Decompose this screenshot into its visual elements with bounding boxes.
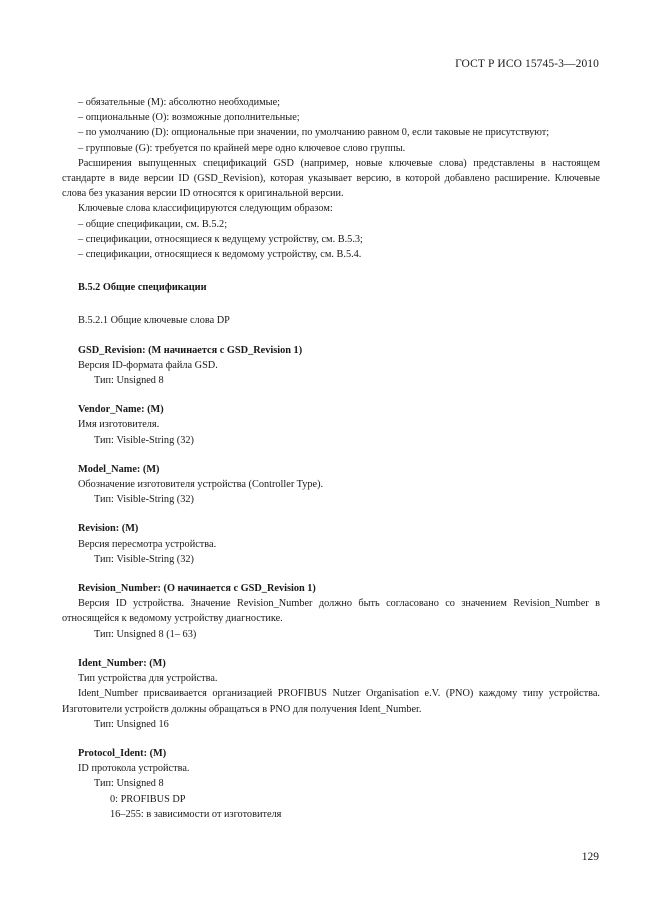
subsection-heading: В.5.2.1 Общие ключевые слова DP [78, 315, 230, 327]
keyword-description: Обозначение изготовителя устройства (Controller Type). [78, 479, 324, 491]
keyword-title: Ident_Number: (M) [78, 657, 166, 669]
document-header: ГОСТ Р ИСО 15745-3—2010 [455, 58, 599, 70]
keyword-title: Revision: (M) [78, 523, 139, 535]
value-item: 16–255: в зависимости от изготовителя [110, 808, 282, 820]
keyword-type: Тип: Unsigned 8 [94, 375, 164, 387]
keyword-description: Имя изготовителя. [78, 419, 160, 431]
keyword-title: Protocol_Ident: (M) [78, 747, 167, 759]
keyword-title: Model_Name: (M) [78, 463, 160, 475]
keyword-type: Тип: Unsigned 16 [94, 718, 169, 730]
keyword-description: ID протокола устройства. [78, 763, 190, 775]
keyword-type: Тип: Visible-String (32) [94, 494, 194, 506]
keyword-description: Версия ID устройства. Значение Revision_Number должно быть согласовано со значением Revision_Number в относящейся к ведомому устройству диагностике. [62, 598, 600, 625]
value-item: 0: PROFIBUS DP [110, 793, 186, 805]
keyword-type: Тип: Unsigned 8 (1– 63) [94, 628, 197, 640]
list-item: – спецификации, относящиеся к ведомому устройству, см. В.5.4. [78, 249, 362, 261]
keyword-title: Vendor_Name: (M) [78, 404, 164, 416]
keyword-description: Тип устройства для устройства. [78, 673, 218, 685]
keyword-type: Тип: Visible-String (32) [94, 434, 194, 446]
list-item: – по умолчанию (D): опциональные при значении, по умолчанию равном 0, если таковые не присутствуют; [78, 127, 550, 139]
paragraph: Расширения выпущенных спецификаций GSD (например, новые ключевые слова) представлены в настоящем стандарте в виде версии ID (GSD_Revision), которая указывает версию, в которой добавлено расширение. Ключевые слова без указания версии ID относятся к оригинальной версии. [62, 157, 600, 200]
list-item: – общие спецификации, см. В.5.2; [78, 218, 228, 230]
section-heading: В.5.2 Общие спецификации [78, 282, 207, 294]
keyword-title: GSD_Revision: (M начинается с GSD_Revision 1) [78, 344, 303, 356]
keyword-description: Версия ID-формата файла GSD. [78, 359, 218, 371]
paragraph: Ключевые слова классифицируются следующим образом: [78, 203, 333, 215]
keyword-description: Ident_Number присваивается организацией PROFIBUS Nutzer Organisation e.V. (PNO) каждому типу устройства. Изготовители устройств должны обращаться в PNO для получения Ident_Number. [62, 688, 600, 715]
keyword-description: Версия пересмотра устройства. [78, 538, 217, 550]
list-item: – групповые (G): требуется по крайней мере одно ключевое слово группы. [78, 142, 406, 154]
list-item: – спецификации, относящиеся к ведущему устройству, см. В.5.3; [78, 233, 363, 245]
page-number: 129 [581, 851, 599, 863]
page-content [62, 95, 600, 822]
list-item: – обязательные (M): абсолютно необходимые; [78, 97, 281, 108]
keyword-title: Revision_Number: (O начинается с GSD_Revision 1) [78, 583, 316, 595]
list-item: – опциональные (O): возможные дополнительные; [78, 112, 300, 124]
keyword-type: Тип: Unsigned 8 [94, 778, 164, 790]
keyword-type: Тип: Visible-String (32) [94, 553, 194, 565]
